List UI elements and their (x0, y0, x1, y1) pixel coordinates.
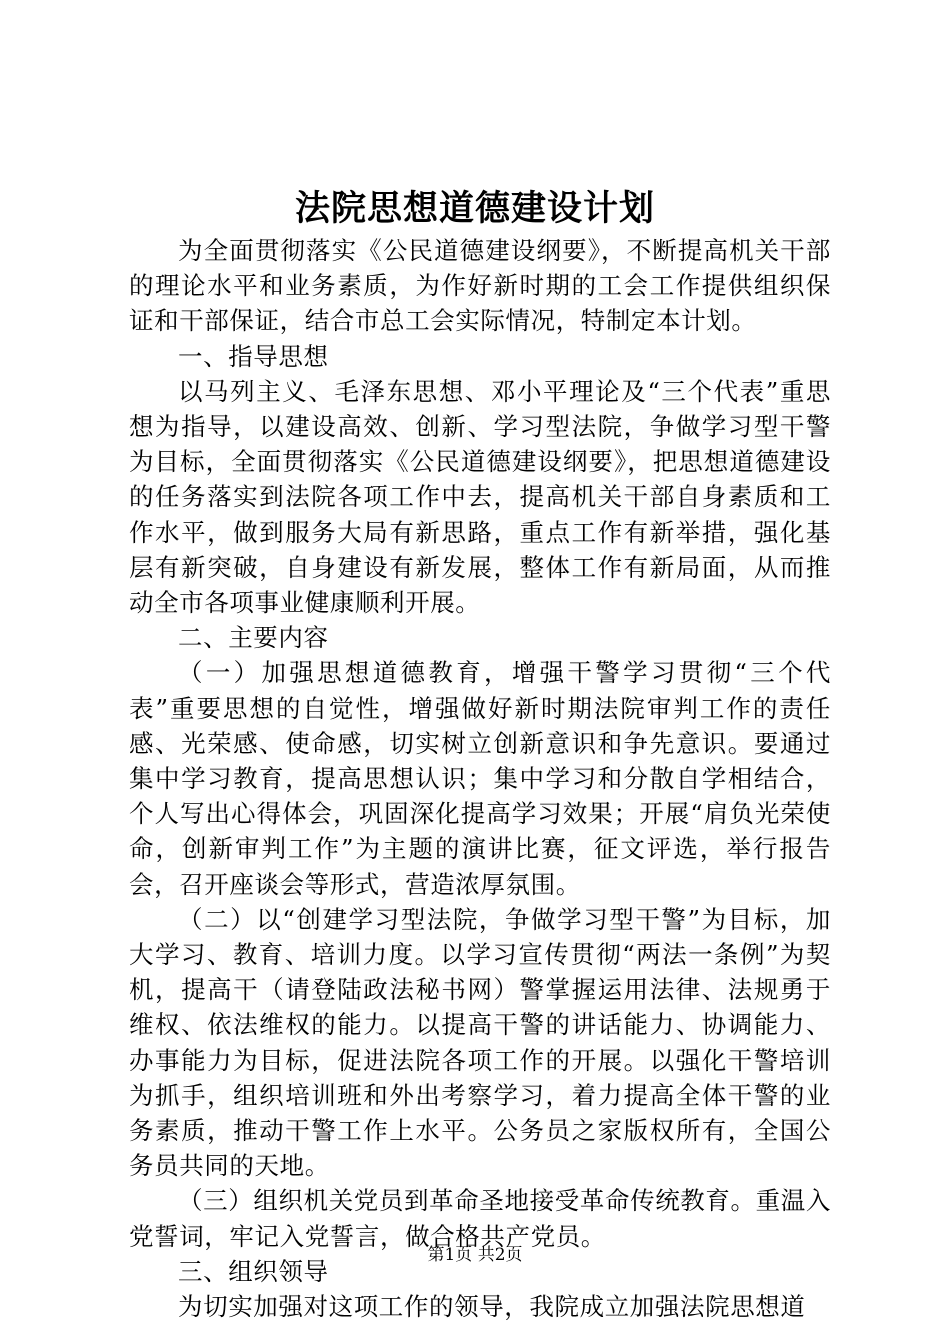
document-title: 法院思想道德建设计划 (294, 188, 655, 229)
section-heading-guiding-thought: 一、指导思想 (178, 341, 329, 371)
paragraph-intro: 为全面贯彻落实《公民道德建设纲要》，不断提高机关干部的理论水平和业务素质，为作好新时期的工会工作提供组织保证和干部保证，结合市总工会实际情况，特制定本计划。 (129, 236, 831, 336)
paragraph-content-item-1: （一）加强思想道德教育，增强干警学习贯彻“三个代表”重要思想的自觉性，增强做好新时期法院审判工作的责任感、光荣感、使命感，切实树立创新意识和争先意识。要通过集中学习教育，提高思想认识；集中学习和分散自学相结合，个人写出心得体会，巩固深化提高学习效果；开展“肩负光荣使命，创新审判工作”为主题的演讲比赛，征文评选，举行报告会，召开座谈会等形式，营造浓厚氛围。 (129, 658, 831, 899)
paragraph-content-item-2: （二）以“创建学习型法院，争做学习型干警”为目标，加大学习、教育、培训力度。以学习宣传贯彻“两法一条例”为契机，提高干（请登陆政法秘书网）警掌握运用法律、法规勇于维权、依法维权的能力。以提高干警的讲话能力、协调能力、办事能力为目标，促进法院各项工作的开展。以强化干警培训为抓手，组织培训班和外出考察学习，着力提高全体干警的业务素质，推动干警工作上水平。公务员之家版权所有，全国公务员共同的天地。 (129, 904, 831, 1181)
paragraph-guiding-thought: 以马列主义、毛泽东思想、邓小平理论及“三个代表”重思想为指导，以建设高效、创新、学习型法院，争做学习型干警为目标，全面贯彻落实《公民道德建设纲要》，把思想道德建设的任务落实到法院各项工作中去，提高机关干部自身素质和工作水平，做到服务大局有新思路，重点工作有新举措，强化基层有新突破，自身建设有新发展，整体工作有新局面，从而推动全市各项事业健康顺利开展。 (129, 376, 831, 618)
document-body (129, 233, 831, 1324)
paragraph-organization: 为切实加强对这项工作的领导，我院成立加强法院思想道 (178, 1292, 806, 1322)
page-footer: 第1页 共2页 (427, 1245, 523, 1265)
paragraph-content-item-3: （三）组织机关党员到革命圣地接受革命传统教育。重温入党誓词，牢记入党誓言，做合格共产党员。 (129, 1186, 831, 1251)
section-heading-organization: 三、组织领导 (178, 1256, 329, 1286)
section-heading-main-content: 二、主要内容 (178, 623, 329, 653)
